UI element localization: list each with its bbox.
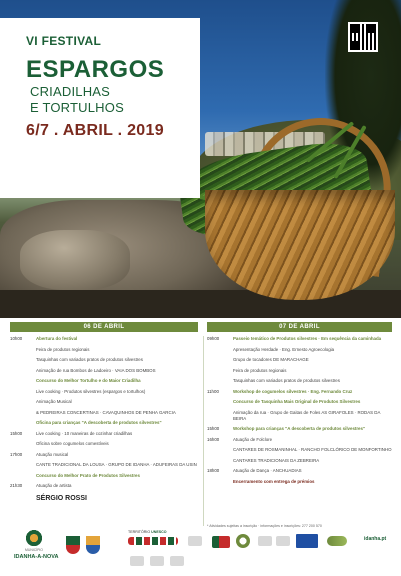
- schedule-item: [207, 458, 393, 464]
- crest-icon: [86, 536, 100, 554]
- rock: [20, 230, 130, 290]
- schedule-time: [10, 494, 36, 503]
- schedule-text: Live cooking · 10 maneiras de cozinhar criadilhas: [36, 430, 133, 436]
- schedule-text: CANTARES TRADICIONAIS DA ZEBREIRA: [233, 457, 320, 463]
- schedule-text: Concurso do Melhor Prato de Produtos Silvestres: [36, 472, 140, 478]
- schedule-item: [207, 357, 393, 363]
- schedule-time: [207, 447, 233, 453]
- schedule-item: [207, 389, 393, 395]
- schedule-text: Workshop de cogumelos silvestres · Eng. Fernando Cruz: [233, 388, 353, 394]
- territorio-label: TERRITÓRIO: [128, 530, 151, 534]
- schedule-time: 10h00: [10, 336, 23, 341]
- idanha-emblem-icon: [25, 530, 43, 548]
- partner-logo: [276, 536, 290, 546]
- schedule-text: Tasquinhas com variados pratos de produtos silvestres: [36, 357, 143, 363]
- qr-code[interactable]: [348, 22, 378, 52]
- partner-logo: [258, 536, 272, 546]
- schedule-item: [207, 437, 393, 443]
- festival-edition: VI FESTIVAL: [26, 34, 102, 48]
- schedule-time: 15h00: [10, 430, 23, 436]
- schedule-item: [10, 452, 200, 458]
- schedule-item: [10, 389, 200, 395]
- schedule-item: [10, 441, 200, 447]
- schedule-time: 09h00: [207, 336, 220, 341]
- schedule-time: 17h00: [10, 451, 23, 457]
- schedule-item: [207, 468, 393, 474]
- schedule-text: Atuação de artista: [36, 483, 72, 489]
- schedule-item: [10, 399, 200, 405]
- gov-logo: [212, 536, 230, 548]
- festival-date: 6/7 . ABRIL . 2019: [26, 122, 164, 139]
- festival-subtitle-2: E TORTULHOS: [30, 100, 124, 115]
- schedule-text: Tasquinhas com variados pratos de produtos silvestres: [233, 378, 340, 384]
- schedule-item: [207, 447, 393, 453]
- schedule-text: Oficina sobre cogumelos comestíveis: [36, 441, 109, 447]
- partner-logo: [150, 556, 164, 566]
- schedule-item: [10, 473, 200, 479]
- festival-subtitle-1: CRIADILHAS: [30, 84, 111, 99]
- schedule-time: [10, 347, 36, 353]
- festival-place: ALCAFOZES: [32, 154, 118, 170]
- schedule-time: [10, 399, 36, 405]
- schedule-time: [10, 420, 36, 426]
- festival-title: ESPARGOS: [26, 56, 165, 83]
- schedule-time: [207, 399, 233, 405]
- schedule-time: [207, 368, 233, 374]
- schedule-item: [207, 347, 393, 353]
- schedule-item: [10, 483, 200, 489]
- schedule-time: [10, 389, 36, 395]
- schedule-item: [10, 431, 200, 437]
- schedule-time: 16h00: [207, 436, 220, 442]
- festival-region: IDANHA-A-NOVA: [32, 171, 123, 183]
- schedule-time: [10, 473, 36, 479]
- schedule-text: Atuação de Folclore: [233, 436, 273, 442]
- schedule-text: Encerramento com entrega de prémios: [233, 478, 315, 484]
- schedule-time: [10, 462, 36, 468]
- schedule-text: Oficina para crianças "A descoberta de produtos silvestres": [36, 420, 162, 426]
- schedule-text: Workshop para crianças "A descoberta de produtos silvestres": [233, 426, 366, 432]
- day-header-right: 07 DE ABRIL: [207, 322, 392, 332]
- schedule-item: [10, 347, 200, 353]
- eu-flag-icon: [296, 534, 318, 548]
- schedule-time: [10, 441, 36, 447]
- schedule-text: Animação da rua · Grupo de Gaitas de Foles AS GIRAFOLES · RODAS DA BEIRA: [233, 409, 381, 421]
- partner-logo: [130, 556, 144, 566]
- partner-logo: [188, 536, 202, 546]
- schedule-item: [207, 410, 393, 422]
- schedule-time: [10, 368, 36, 374]
- schedule-text: Animação Musical: [36, 399, 72, 405]
- green-logo: [327, 536, 347, 546]
- schedule-text: & PEDREIRAS CONCERTINAS · CAVAQUINHOS DE PENHA GARCIA: [36, 409, 176, 415]
- territorio-stripes: [128, 537, 178, 545]
- schedule-text: Passeio temático de Produtos silvestres · Em sequência da caminhada: [233, 336, 382, 341]
- schedule-text: SÉRGIO ROSSI: [36, 494, 87, 502]
- schedule-item: [10, 357, 200, 363]
- schedule-item: [207, 378, 393, 384]
- idanha-label: IDANHA-A-NOVA: [14, 554, 59, 560]
- schedule-day-2: [207, 336, 393, 489]
- column-divider: [203, 336, 204, 526]
- schedule-time: [10, 410, 36, 416]
- schedule-item: [10, 462, 200, 468]
- schedule-item: [207, 368, 393, 374]
- schedule-text: Apresentação Herdade · Eng. Ernesto Agroecologia: [233, 346, 335, 352]
- sponsor-logos: [0, 526, 401, 576]
- schedule-text: CANTE TRADICIONAL DA LOUSA · GRUPO DE IDANHA · ADUFEIRAS DA USIN: [36, 462, 197, 468]
- schedule-time: [207, 458, 233, 464]
- schedule-time: [207, 410, 233, 422]
- registration-note: * Atividades sujeitas a inscrição · informações e inscrições: 277 200 570: [207, 524, 322, 528]
- schedule-text: Atuação de Dança · ANCHUADIAS: [233, 468, 302, 474]
- website-link[interactable]: idanha.pt: [364, 536, 387, 542]
- schedule-time: [207, 357, 233, 363]
- schedule-item: [10, 494, 200, 503]
- schedule-time: 21h30: [10, 483, 23, 489]
- schedule-text: Concurso de Tasquinha Mais Original de Produtos Silvestres: [233, 399, 361, 405]
- schedule-item: [207, 336, 393, 342]
- schedule-time: [207, 378, 233, 384]
- schedule-text: Feira de produtos regionais: [36, 346, 90, 352]
- schedule-item: [10, 378, 200, 384]
- schedule-item: [207, 399, 393, 405]
- schedule-text: Feira de produtos regionais: [233, 367, 287, 373]
- schedule-text: Atuação musical: [36, 451, 69, 457]
- schedule-time: 15h00: [207, 426, 220, 432]
- idanha-sub-label: MUNICÍPIO: [25, 548, 43, 552]
- schedule-item: [10, 336, 200, 342]
- schedule-item: [10, 368, 200, 374]
- schedule-day-1: [10, 336, 200, 508]
- crest-icon: [66, 536, 80, 554]
- schedule-item: [207, 426, 393, 432]
- territorio-bold: UNESCO: [151, 530, 167, 534]
- schedule-time: [10, 357, 36, 363]
- partner-logo: [170, 556, 184, 566]
- schedule-text: Grupo de tocadores DE MARACHAGE: [233, 357, 309, 363]
- schedule-time: [10, 378, 36, 384]
- schedule-time: 18h00: [207, 468, 220, 474]
- schedule-text: CANTARES DE ROSMANINHAL · RANCHO FOLCLÓRICO DE MONFORTINHO: [233, 447, 392, 453]
- schedule-text: Live cooking · Produtos silvestres (espargos e tortulhos): [36, 388, 146, 394]
- schedule-text: Concurso do Melhor Tortulho e do Maior Criadilha: [36, 378, 141, 384]
- idanha-logo[interactable]: [14, 530, 59, 560]
- schedule-time: [207, 479, 233, 485]
- schedule-text: Abertura do festival: [36, 336, 78, 341]
- circle-logo: [236, 534, 250, 548]
- schedule-item: [207, 479, 393, 485]
- schedule-item: [10, 420, 200, 426]
- day-header-left: 06 DE ABRIL: [10, 322, 198, 332]
- territorio-unesco-logo: [128, 530, 186, 545]
- schedule-time: 11h00: [207, 388, 219, 394]
- schedule-time: [207, 347, 233, 353]
- schedule-text: Animação de rua Bombos de Ladoeiro · VAIA DOS BOMBOS: [36, 367, 156, 373]
- schedule-item: [10, 410, 200, 416]
